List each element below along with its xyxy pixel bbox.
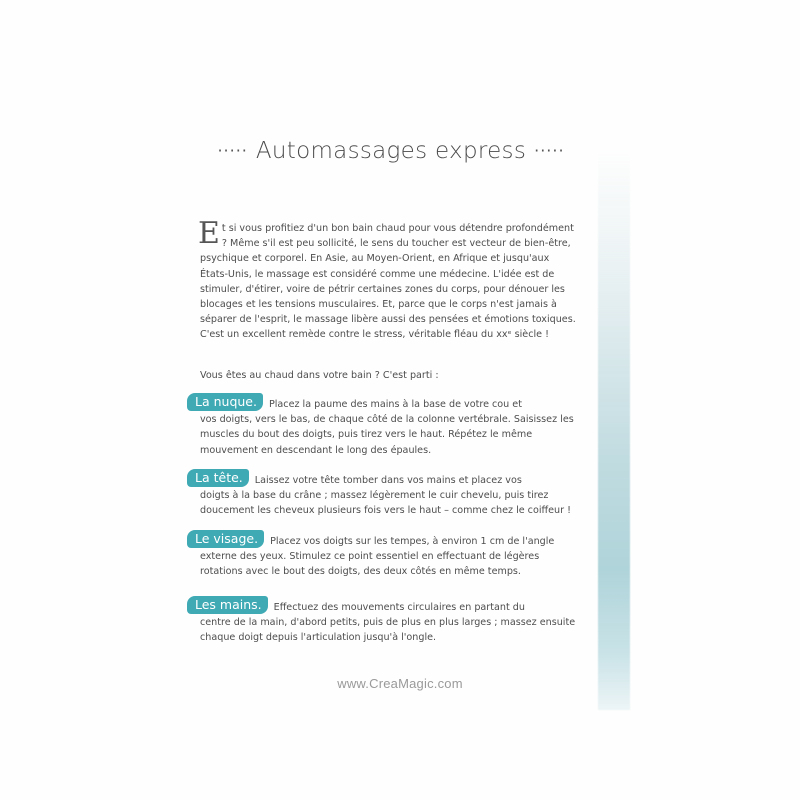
section-body: doigts à la base du crâne ; massez légèrement le cuir chevelu, puis tirez doucement les cheveux plusieurs fois vers le haut – comme chez le coiffeur ! — [200, 490, 571, 517]
section-first-line: Laissez votre tête tomber dans vos mains et placez vos — [254, 475, 522, 486]
section-tag: La tête. — [187, 469, 249, 487]
page-heading — [196, 138, 586, 164]
section-nuque — [187, 393, 583, 458]
section-tete — [187, 469, 583, 519]
intro-text: t si vous profitiez d'un bon bain chaud pour vous détendre profondément ? Même s'il est peu sollicité, le sens du toucher est vecteur de bien-être, psychique et corporel. En Asie, au Moyen-Orient, en Afrique et jusqu'aux États-Unis, le massage est considéré comme une médecine. L'idée est de stimuler, d'étirer, voire de pétrir certaines zones du corps, pour dénouer les blocages et les tensions musculaires. Et, parce que le corps n'est jamais à séparer de l'esprit, le massage libère aussi des pensées et émotions toxiques. C'est un excellent remède contre le stress, véritable fléau du xxᵉ siècle ! — [200, 223, 576, 341]
intro-paragraph — [198, 216, 580, 343]
heading-dots-right: ····· — [534, 141, 565, 160]
section-tag: Les mains. — [187, 596, 268, 614]
section-first-line: Effectuez des mouvements circulaires en partant du — [273, 602, 525, 613]
drop-cap: E — [198, 216, 220, 251]
section-mains — [187, 596, 583, 646]
watercolor-stripe — [598, 150, 630, 710]
section-body: externe des yeux. Stimulez ce point essentiel en effectuant de légères rotations avec le bout des doigts, des deux côtés en même temps. — [200, 551, 540, 578]
section-first-line: Placez la paume des mains à la base de votre cou et — [268, 399, 522, 410]
section-first-line: Placez vos doigts sur les tempes, à environ 1 cm de l'angle — [270, 536, 555, 547]
heading-dots-left: ····· — [217, 141, 248, 160]
section-tag: La nuque. — [187, 393, 263, 411]
website-watermark: www.CreaMagic.com — [337, 676, 463, 691]
page-title: Automassages express — [255, 138, 527, 164]
section-tag: Le visage. — [187, 530, 264, 548]
section-body: vos doigts, vers le bas, de chaque côté de la colonne vertébrale. Saisissez les muscles du bout des doigts, puis tirez vers le haut. Répétez le même mouvement en descendant le long des épaules. — [200, 414, 574, 456]
lead-sentence: Vous êtes au chaud dans votre bain ? C'est parti : — [200, 370, 439, 381]
section-body: centre de la main, d'abord petits, puis de plus en plus larges ; massez ensuite chaque doigt depuis l'articulation jusqu'à l'ongle. — [200, 617, 576, 644]
section-visage — [187, 530, 583, 580]
